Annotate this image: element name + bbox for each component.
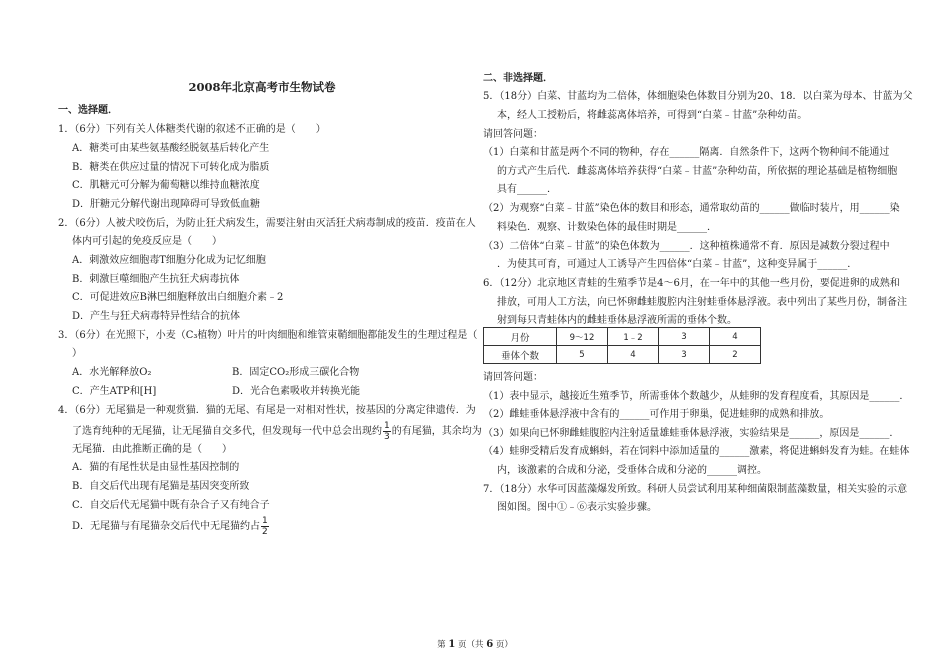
question-6-line: （2）雌蛙垂体悬浮液中含有的______可作用于卵巢，促进蛙卵的成熟和排放。 — [483, 409, 830, 420]
question-5-line: 的方式产生后代．雌蕊离体培养获得“白菜﹣甘蓝”杂种幼苗，所依据的理论基础是植物细胞 — [497, 166, 898, 177]
fraction-one-half — [261, 516, 269, 537]
table-cell: 4 — [710, 328, 761, 346]
question-6-line: （3）如果向已怀卵雌蛙腹腔内注射适量雄蛙垂体悬浮液，实验结果是______，原因是______． — [483, 428, 900, 439]
question-4-option-d — [72, 515, 270, 539]
question-1-option-d: D．肝糖元分解代谢出现障碍可导致低血糖 — [72, 199, 261, 210]
question-5-line: ．为使其可育，可通过人工诱导产生四倍体“白菜﹣甘蓝”，这种变异属于______． — [497, 259, 858, 270]
table-cell: 3 — [659, 328, 710, 346]
footer-prefix: 第 — [437, 640, 449, 650]
table-cell: 1﹣2 — [608, 328, 659, 346]
question-3-option-b: B．固定CO₂形成三碳化合物 — [232, 367, 360, 378]
question-6-line: 6．（12分）北京地区青蛙的生殖季节是4～6月，在一年中的其他一些月份，要促进卵的成熟和 — [483, 278, 900, 289]
question-2-option-b: B．刺激巨噬细胞产生抗狂犬病毒抗体 — [72, 274, 240, 285]
question-5-line: 5．（18分）白菜、甘蓝均为二倍体，体细胞染色体数目分别为20、18．以白菜为母本、甘蓝为父 — [483, 91, 913, 102]
question-2-stem: 2．（6分）人被犬咬伤后，为防止狂犬病发生，需要注射由灭活狂犬病毒制成的疫苗．疫苗在人 — [58, 218, 476, 229]
question-7-line: 图如图。图中①﹣⑥表示实验步骤。 — [497, 502, 657, 513]
table-cell: 3 — [659, 346, 710, 364]
question-5-line: 本，经人工授粉后，将雌蕊离体培养，可得到“白菜﹣甘蓝”杂种幼苗。 — [497, 110, 808, 121]
question-5-line: 具有______． — [497, 184, 557, 195]
question-6-line: 请回答问题： — [483, 372, 543, 383]
question-6-line: 排放，可用人工方法，向已怀卵雌蛙腹腔内注射蛙垂体悬浮液。表中列出了某些月份，制备注 — [497, 297, 907, 308]
page-title: 2008年北京高考市生物试卷 — [188, 80, 336, 94]
question-6-line: 射到每只青蛙体内的雌蛙垂体悬浮液所需的垂体个数。 — [497, 315, 737, 326]
question-2-option-a: A．刺激效应细胞毒T细胞分化成为记忆细胞 — [72, 255, 266, 266]
fraction-denominator: 3 — [384, 432, 390, 442]
question-7-line: 7．（18分）水华可因蓝藻爆发所致。科研人员尝试利用某种细菌限制蓝藻数量，相关实验的示意 — [483, 484, 908, 495]
question-1-stem: 1．（6分）下列有关人体糖类代谢的叙述不正确的是（ ） — [58, 124, 326, 135]
question-2-stem-cont: 体内可引起的免疫反应是（ ） — [72, 236, 222, 247]
question-6-line: （4）蛙卵受精后发育成蝌蚪，若在饲料中添加适量的______激素，将促进蝌蚪发育为蛙。在蛙体 — [483, 446, 910, 457]
pituitary-table — [483, 327, 761, 364]
question-6-line: 内，该激素的合成和分泌，受垂体合成和分泌的______调控。 — [497, 465, 767, 476]
question-4-option-b: B．自交后代出现有尾猫是基因突变所致 — [72, 481, 250, 492]
question-4-option-c: C．自交后代无尾猫中既有杂合子又有纯合子 — [72, 500, 270, 511]
question-1-option-a: A．糖类可由某些氨基酸经脱氨基后转化产生 — [72, 143, 270, 154]
question-4-stem: 4．（6分）无尾猫是一种观赏猫．猫的无尾、有尾是一对相对性状，按基因的分离定律遗传．为 — [58, 405, 476, 416]
table-row — [484, 346, 761, 364]
question-5-line: （3）二倍体“白菜﹣甘蓝”的染色体数为______．这种植株通常不育．原因是减数分裂过程中 — [483, 241, 890, 252]
question-5-line: （2）为观察“白菜﹣甘蓝”染色体的数目和形态，通常取幼苗的______做临时装片，用______染 — [483, 203, 900, 214]
question-3-option-a: A．水光解释放O₂ — [72, 367, 152, 378]
question-1-option-c: C．肌糖元可分解为葡萄糖以维持血糖浓度 — [72, 180, 260, 191]
table-row — [484, 328, 761, 346]
question-5-line: （1）白菜和甘蓝是两个不同的物种，存在______隔离．自然条件下，这两个物种间不能通过 — [483, 147, 890, 158]
table-cell: 5 — [557, 346, 608, 364]
table-header: 月份 — [484, 328, 557, 346]
fraction-numerator: 1 — [384, 421, 390, 431]
fraction-denominator: 2 — [262, 527, 268, 537]
table-header: 垂体个数 — [484, 346, 557, 364]
footer-suffix: 页） — [493, 640, 513, 650]
page-total: 6 — [486, 639, 494, 650]
fraction-one-third — [383, 421, 391, 442]
page-number: 1 — [448, 639, 456, 650]
question-3-option-c: C．产生ATP和[H] — [72, 386, 157, 397]
question-6-line: （1）表中显示，越接近生殖季节，所需垂体个数越少，从蛙卵的发育程度看，其原因是______． — [483, 391, 910, 402]
question-4-stem-cont — [72, 420, 482, 444]
question-3-stem-cont: ） — [72, 348, 82, 359]
section-heading-choice: 一、选择题． — [58, 105, 118, 116]
table-cell: 9～12 — [557, 328, 608, 346]
section-heading-non-choice: 二、非选择题． — [483, 73, 553, 84]
question-2-option-d: D．产生与狂犬病毒特异性结合的抗体 — [72, 311, 241, 322]
question-3-stem: 3．（6分）在光照下，小麦（C₃植物）叶片的叶肉细胞和维管束鞘细胞都能发生的生理过程是（ — [58, 330, 478, 341]
page-footer — [0, 638, 950, 650]
question-2-option-c: C．可促进效应B淋巴细胞释放出白细胞介素﹣2 — [72, 292, 284, 303]
question-5-line: 料染色．观察、计数染色体的最佳时期是______． — [497, 222, 717, 233]
question-4-text-b: 的有尾猫，其余均为 — [391, 426, 482, 437]
table-cell: 4 — [608, 346, 659, 364]
question-4-stem-cont2: 无尾猫．由此推断正确的是（ ） — [72, 444, 232, 455]
footer-middle: 页（共 — [455, 640, 487, 650]
table-cell: 2 — [710, 346, 761, 364]
question-4-text-a: 了选育纯种的无尾猫，让无尾猫自交多代，但发现每一代中总会出现约 — [72, 426, 382, 437]
question-3-option-d: D．光合色素吸收并转换光能 — [232, 386, 361, 397]
option-d-text: D．无尾猫与有尾猫杂交后代中无尾猫约占 — [72, 521, 261, 532]
question-5-line: 请回答问题： — [483, 129, 543, 140]
question-4-option-a: A．猫的有尾性状是由显性基因控制的 — [72, 462, 240, 473]
question-1-option-b: B．糖类在供应过量的情况下可转化成为脂质 — [72, 162, 270, 173]
fraction-numerator: 1 — [262, 516, 268, 526]
